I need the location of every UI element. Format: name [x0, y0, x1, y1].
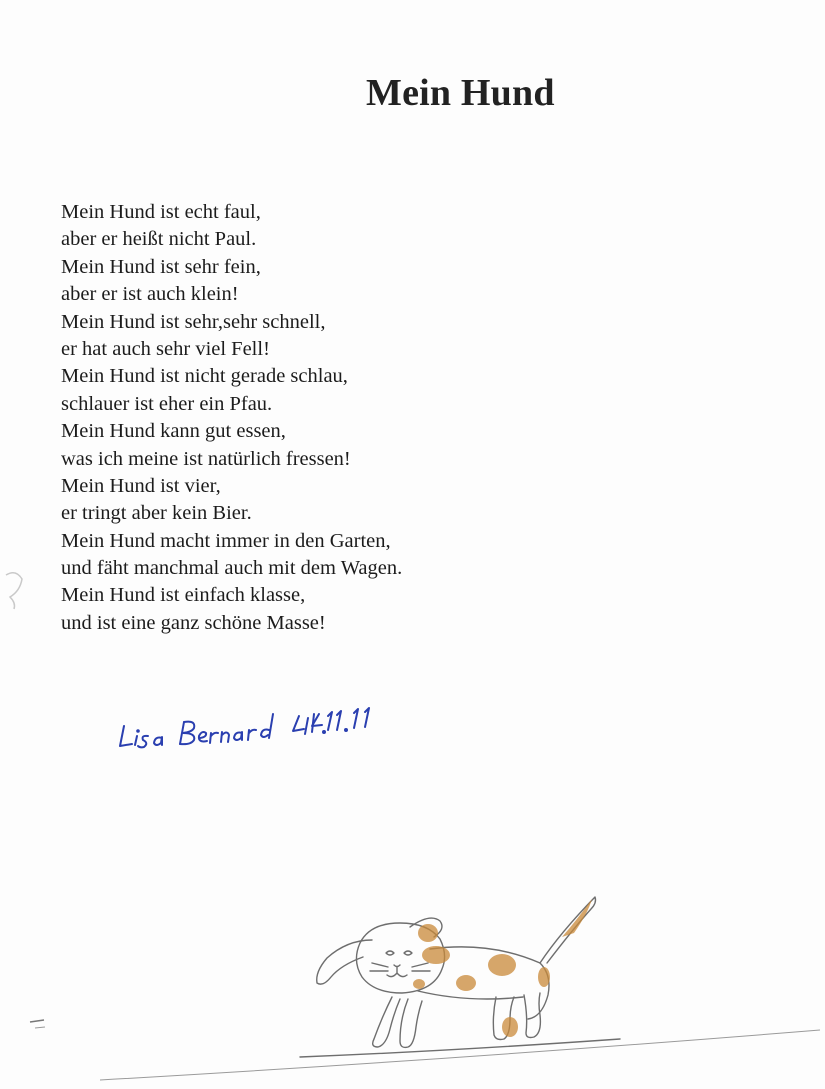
poem-line: aber er ist auch klein! [61, 283, 239, 306]
poem-line: Mein Hund ist einfach klasse, [61, 584, 306, 607]
poem-line: Mein Hund ist sehr,sehr schnell, [61, 310, 326, 333]
handwritten-signature [118, 694, 398, 764]
poem-line: Mein Hund ist sehr fein, [61, 255, 261, 278]
dog-drawing [300, 885, 620, 1065]
poem-line: Mein Hund kann gut essen, [61, 420, 286, 443]
poem-line: aber er heißt nicht Paul. [61, 228, 257, 251]
poem-line: er tringt aber kein Bier. [61, 502, 252, 525]
poem-line: schlauer ist eher ein Pfau. [61, 392, 273, 415]
page-title: Mein Hund [366, 72, 555, 115]
poem-line: und fäht manchmal auch mit dem Wagen. [61, 557, 403, 580]
poem-line: was ich meine ist natürlich fressen! [61, 447, 351, 470]
poem-line: Mein Hund ist echt faul, [61, 201, 261, 223]
poem-text [61, 199, 402, 637]
poem-line: Mein Hund ist vier, [61, 474, 221, 497]
poem-line: und ist eine ganz schöne Masse! [61, 611, 326, 634]
poem-line: er hat auch sehr viel Fell! [61, 337, 270, 360]
poem-line: Mein Hund macht immer in den Garten, [61, 529, 391, 552]
poem-line: Mein Hund ist nicht gerade schlau, [61, 365, 348, 388]
